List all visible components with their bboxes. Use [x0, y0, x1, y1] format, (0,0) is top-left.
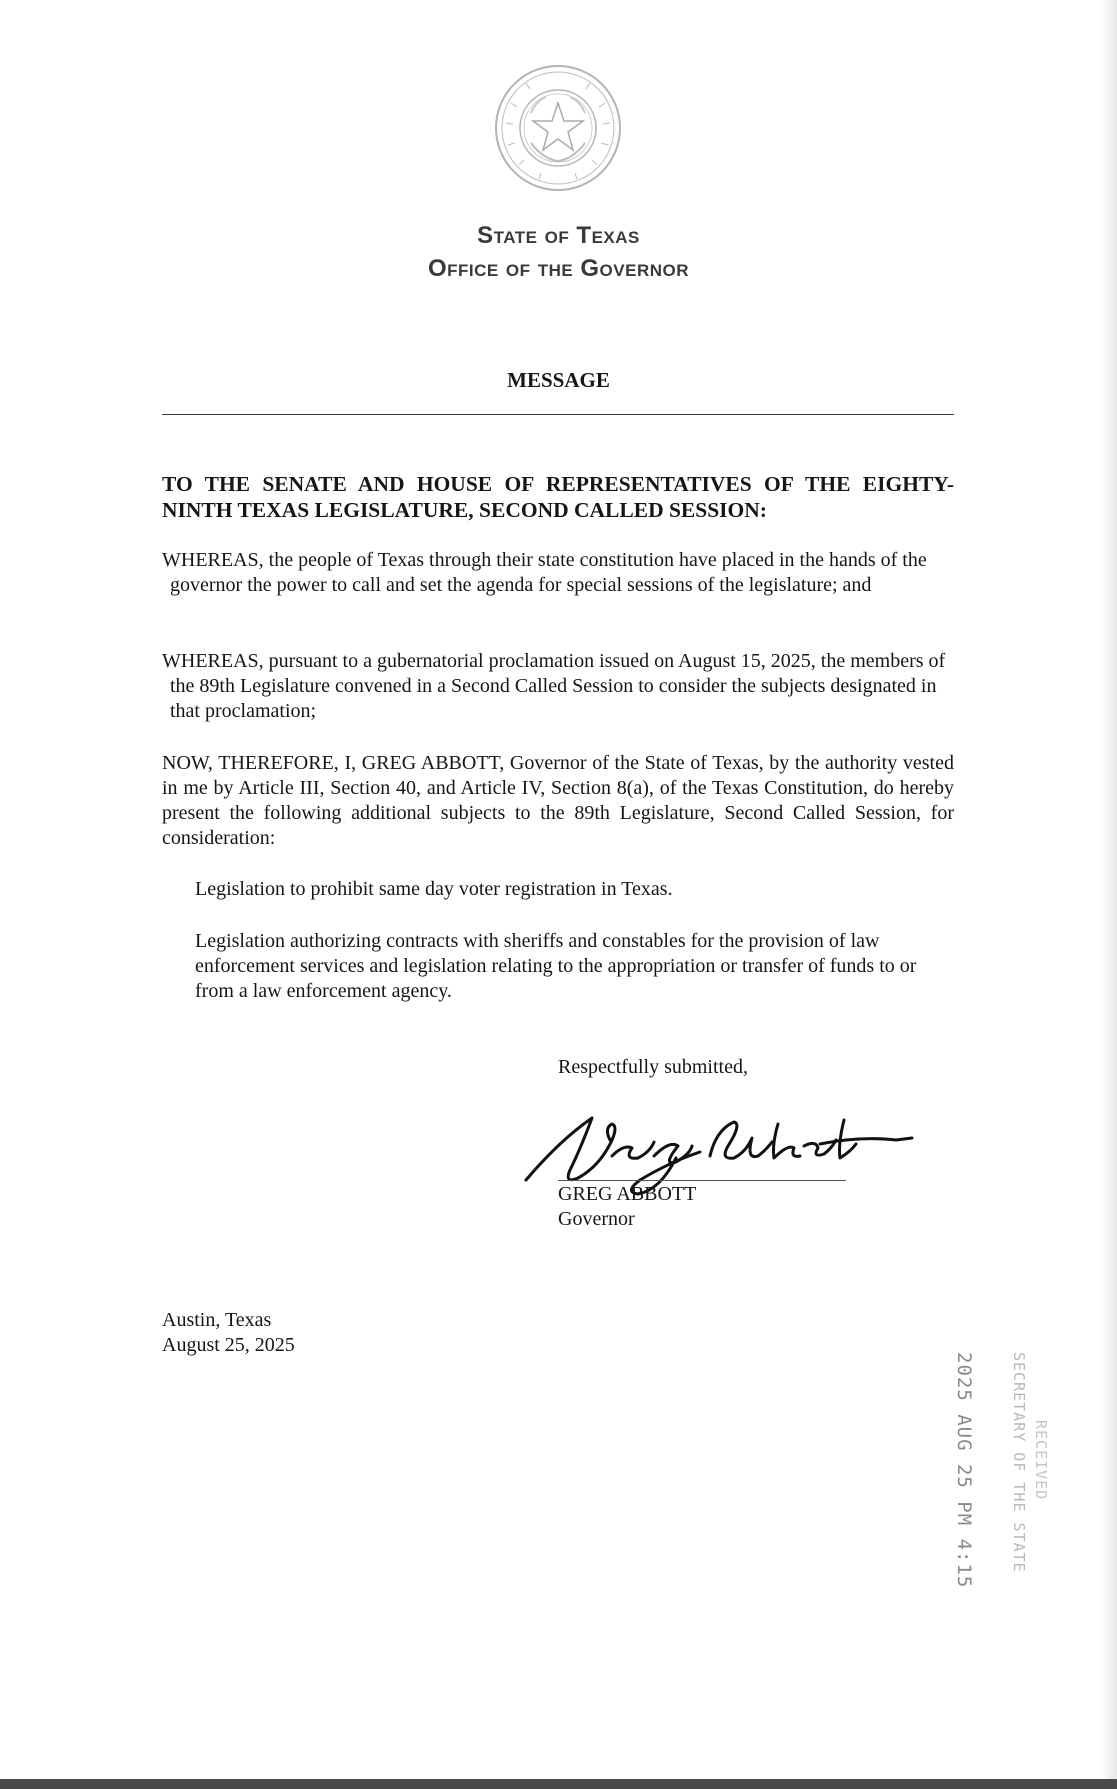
signature-text: [0, 0, 1, 1]
closing: Respectfully submitted,: [558, 1056, 748, 1078]
signature-line: [558, 1180, 846, 1181]
received-stamp-datetime: 2025 AUG 25 PM 4:15: [953, 1352, 975, 1589]
header-state: State of Texas: [477, 222, 640, 249]
page-edge-shadow: [1100, 0, 1117, 1779]
signer-title: Governor: [558, 1208, 635, 1230]
whereas-paragraph-2: WHEREAS, pursuant to a gubernatorial proclamation issued on August 15, 2025, the members of the 89th Legislature convened in a Second Called Session to consider the subjects designated in that proclamation;: [162, 650, 946, 722]
message-title: MESSAGE: [507, 368, 610, 392]
location-place: Austin, Texas: [162, 1309, 272, 1331]
subject-item-2: Legislation authorizing contracts with sheriffs and constables for the provision of law enforcement services and legislation relating to the appropriation or transfer of funds to or from a law enforcement agency.: [195, 930, 917, 1002]
subject-item-1: Legislation to prohibit same day voter registration in Texas.: [195, 878, 673, 900]
viewer-bottom-bar: [0, 1779, 1117, 1789]
location-date: August 25, 2025: [162, 1334, 295, 1356]
header-office: Office of the Governor: [427, 255, 689, 282]
seal-text: [0, 0, 1, 1]
signer-name: GREG ABBOTT: [558, 1183, 697, 1205]
received-stamp-label: RECEIVED: [1032, 1420, 1050, 1501]
now-therefore-paragraph: NOW, THEREFORE, I, GREG ABBOTT, Governor of the State of Texas, by the authority vested in me by Article III, Section 40, and Article IV, Section 8(a), of the Texas Constitution, do hereby present the following additional subjects to the 89th Legislature, Second Called Session, for consideration:: [162, 752, 954, 849]
whereas-paragraph-1: WHEREAS, the people of Texas through their state constitution have placed in the hands of the governor the power to call and set the agenda for special sessions of the legislature; and: [162, 549, 927, 596]
texas-state-seal-icon: [491, 63, 626, 193]
address-heading: TO THE SENATE AND HOUSE OF REPRESENTATIVES OF THE EIGHTY-NINTH TEXAS LEGISLATURE, SECOND CALLED SESSION:: [162, 472, 954, 522]
received-stamp-office: SECRETARY OF THE STATE: [1010, 1352, 1028, 1573]
divider: [162, 414, 954, 415]
